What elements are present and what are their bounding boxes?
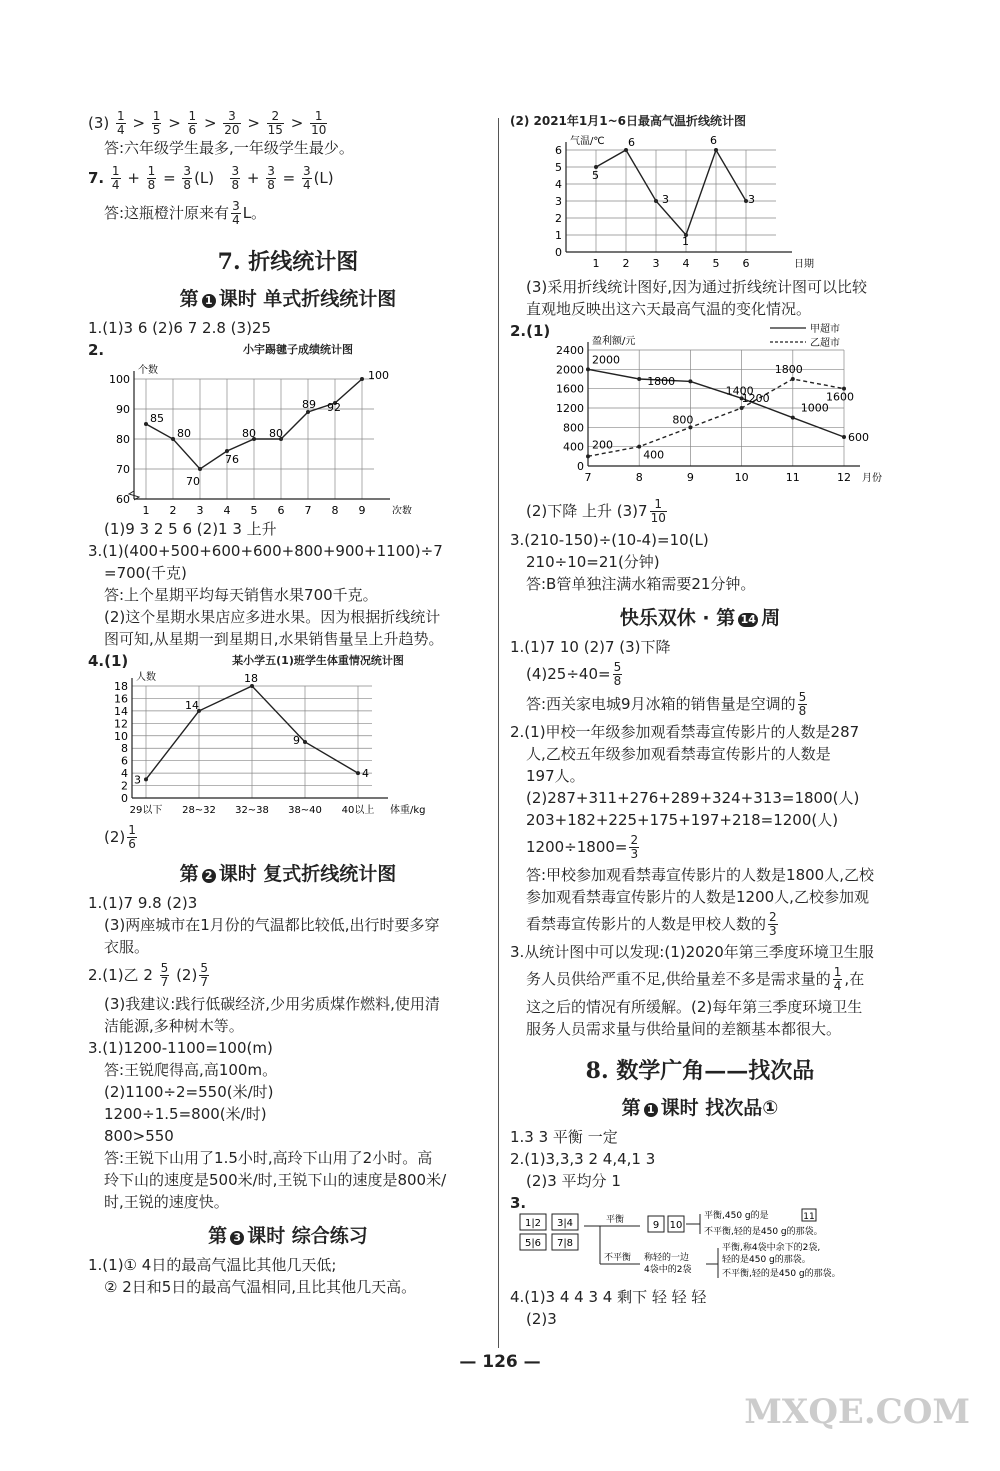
y-tick-label: 2 (555, 212, 562, 225)
lesson-number-badge: 1 (202, 294, 216, 308)
lesson-heading: 第 1 课时 找次品① (621, 1097, 779, 1119)
data-point (637, 445, 641, 449)
data-point (144, 777, 148, 781)
data-label: 2000 (592, 353, 620, 367)
chart-weight (88, 670, 468, 818)
series-line (596, 150, 746, 235)
y-axis-label: 人数 (136, 672, 156, 683)
x-tick-label: 5 (712, 257, 720, 270)
answer-line: 203+182+225+175+197+218=1200(人) (526, 811, 839, 829)
data-label: 1600 (826, 390, 854, 404)
answer-line: (2)下降 上升 (3)7 $\frac{1}{10}$ (526, 497, 666, 525)
answer-line: 1.3 3 平衡 一定 (510, 1128, 618, 1146)
answer-line: ② 2日和5日的最高气温相同,且比其他几天高。 (104, 1278, 417, 1296)
answer-line: 洁能源,多种树木等。 (104, 1017, 244, 1035)
answer-line: 参加观看禁毒宣传影片的人数是1200人,乙校参加观 (526, 888, 869, 906)
result-text: 称轻的一边 (644, 1253, 690, 1263)
column-divider (498, 118, 499, 1348)
answer-line: (2)这个星期水果店应多进水果。因为根据折线统计 (104, 608, 441, 626)
y-tick-label: 6 (555, 144, 562, 157)
data-point (171, 437, 175, 441)
answer-line: 答:王锐下山用了1.5小时,高玲下山用了2小时。高 (104, 1149, 433, 1167)
y-tick-label: 2000 (556, 363, 584, 377)
x-tick-label: 1 (142, 504, 150, 514)
data-point (356, 771, 360, 775)
y-tick-label: 8 (121, 742, 128, 756)
data-label: 92 (327, 401, 341, 414)
answer-line: (3)我建议:践行低碳经济,少用劣质煤作燃料,使用清 (104, 995, 440, 1013)
data-label: 100 (368, 369, 389, 382)
data-point (637, 377, 641, 381)
answer-line: 时,王锐的速度快。 (104, 1193, 229, 1211)
x-tick-label: 5 (250, 504, 258, 514)
fraction: $\frac{3}{8}$ (231, 164, 240, 192)
y-tick-label: 80 (116, 433, 130, 446)
answer-line: 3.(1)(400+500+600+600+800+900+1100)÷7 (88, 542, 443, 560)
fraction: $\frac{5}{8}$ (613, 660, 622, 688)
x-tick-label: 9 (358, 504, 366, 514)
answer-line: 2.(1)乙 2 $\frac{5}{7}$ (2) $\frac{5}{7}$ (88, 961, 208, 989)
branch-label: 不平衡 (604, 1253, 632, 1263)
answer-line: 1.(1)7 9.8 (2)3 (88, 894, 198, 912)
fraction: $\frac{1}{10}$ (650, 497, 666, 525)
fraction: $\frac{1}{5}$ (152, 109, 161, 137)
answer-line: 4.(1)3 4 4 3 4 剩下 轻 轻 轻 (510, 1288, 707, 1306)
chart-kicks (88, 359, 468, 514)
data-label: 18 (244, 672, 258, 685)
x-tick-label: 12 (837, 471, 851, 484)
x-tick-label: 7 (304, 504, 312, 514)
chart-title: 小宇踢毽子成绩统计图 (243, 343, 353, 356)
fraction: $\frac{1}{6}$ (188, 109, 197, 137)
y-axis-label: 气温/℃ (570, 136, 605, 147)
week-number-badge: 14 (738, 613, 758, 627)
y-tick-label: 1200 (556, 402, 584, 415)
watermark: MXQE.COM (744, 1392, 970, 1432)
lesson-number-badge: 1 (644, 1103, 658, 1117)
y-tick-label: 70 (116, 463, 130, 476)
data-label: 600 (848, 431, 869, 444)
lesson-number-badge: 3 (230, 1231, 244, 1245)
fraction: $\frac{3}{8}$ (183, 164, 192, 192)
data-label: 14 (185, 698, 199, 712)
y-tick-label: 0 (555, 246, 562, 259)
x-tick-label: 2 (169, 504, 177, 514)
x-tick-label: 1 (592, 257, 600, 270)
data-label: 89 (302, 398, 316, 411)
chart-profit (510, 320, 890, 490)
bag-label: 9 (652, 1220, 660, 1231)
fraction: $\frac{3}{8}$ (267, 164, 275, 192)
fraction-expression: $\frac{1}{4}$ + $\frac{1}{8}$ = $\frac{3}{8}$ (L) $\frac{3}{8}$ + $\frac{3}{8}$ = $\frac{3}{4}$ (L) (111, 164, 334, 192)
bag-group-label: 3|4 (556, 1218, 574, 1229)
x-tick-label: 6 (742, 257, 750, 270)
legend-label: 乙超市 (810, 338, 840, 349)
lesson-heading: 第 1 课时 单式折线统计图 (179, 288, 397, 310)
fraction: $\frac{1}{4}$ (111, 164, 120, 192)
answer-line: (2)287+311+276+289+324+313=1800(人) (526, 789, 860, 807)
chart-title: 某小学五(1)班学生体重情况统计图 (232, 654, 404, 667)
fraction: $\frac{3}{20}$ (224, 109, 240, 137)
week-heading: 快乐双休 · 第 14 周 (619, 607, 781, 629)
data-label: 3 (662, 193, 669, 206)
answer-line: 答:这瓶橙汁原来有 $\frac{3}{4}$ L。 (104, 199, 267, 227)
answer-line: 210÷10=21(分钟) (526, 553, 660, 571)
answer-line: (2)3 (526, 1310, 557, 1328)
y-axis-label: 个数 (138, 365, 158, 376)
answer-line: 答:B管单独注满水箱需要21分钟。 (526, 575, 756, 593)
answer-line: 7. $\frac{1}{4}$ + $\frac{1}{8}$ = $\frac{3}{8}$ (L) $\frac{3}{8}$ + $\frac{3}{8}$ = $\frac{3}{4}$ (L) (88, 164, 334, 192)
answer-line: (2) $\frac{1}{6}$ (104, 823, 136, 851)
answer-line: 图可知,从星期一到星期日,水果销售量呈上升趋势。 (104, 630, 444, 648)
result-text: 不平衡,轻的是450 g的那袋。 (722, 1269, 841, 1279)
weighing-diagram (510, 1208, 890, 1282)
data-label: 85 (150, 412, 164, 425)
answer-line: (1)9 3 2 5 6 (2)1 3 上升 (104, 520, 277, 538)
x-tick-label: 38~40 (288, 805, 322, 816)
y-tick-label: 2400 (556, 344, 584, 357)
data-point (303, 740, 307, 744)
data-point (586, 454, 590, 458)
answer-line: 197人。 (526, 767, 585, 785)
answer-line: 1200÷1.5=800(米/时) (104, 1105, 267, 1123)
y-tick-label: 90 (116, 403, 130, 416)
x-tick-label: 10 (734, 471, 749, 484)
y-tick-label: 100 (109, 373, 130, 386)
answer-line: (2)3 平均分 1 (526, 1172, 621, 1190)
fraction: $\frac{1}{4}$ (833, 965, 842, 993)
answer-line: 2.(1) (510, 322, 551, 340)
x-tick-label: 7 (584, 471, 592, 484)
bag-group-label: 5|6 (524, 1238, 542, 1249)
data-label: 80 (269, 427, 283, 440)
y-tick-label: 1600 (556, 382, 584, 396)
answer-line: 3.(1)1200-1100=100(m) (88, 1039, 273, 1057)
y-tick-label: 6 (121, 754, 128, 768)
fraction: $\frac{1}{4}$ (117, 109, 125, 137)
answer-line: 2.(1)甲校一年级参加观看禁毒宣传影片的人数是287 (510, 723, 860, 741)
page-number: — 126 — (459, 1352, 541, 1372)
y-tick-label: 12 (114, 717, 128, 731)
y-tick-label: 18 (114, 680, 128, 693)
y-tick-label: 10 (114, 729, 128, 743)
data-label: 4 (362, 767, 369, 781)
data-label: 1800 (774, 363, 803, 376)
lesson-heading: 第 3 课时 综合练习 (208, 1225, 368, 1247)
answer-line: (2)1100÷2=550(米/时) (104, 1083, 274, 1101)
answer-line: 直观地反映出这六天最高气温的变化情况。 (526, 300, 812, 318)
branch-label: 平衡 (606, 1215, 625, 1225)
result-text: 平衡,称4袋中余下的2袋, (722, 1243, 821, 1253)
result-text: 4袋中的2袋 (644, 1265, 692, 1275)
answer-line: 2.(1)3,3,3 2 4,4,1 3 (510, 1150, 656, 1168)
y-tick-label: 16 (114, 692, 128, 706)
lesson-number-badge: 2 (202, 869, 216, 883)
answer-line: 玲下山的速度是500米/时,王锐下山的速度是800米/ (104, 1171, 447, 1189)
x-axis-label: 日期 (794, 259, 814, 270)
data-point (198, 467, 202, 471)
y-tick-label: 4 (121, 767, 128, 781)
data-label: 6 (628, 136, 635, 149)
y-tick-label: 0 (121, 792, 128, 805)
answer-line: 3. (510, 1194, 527, 1212)
data-label: 3 (134, 773, 141, 787)
x-axis-label: 月份 (862, 473, 882, 484)
y-tick-label: 2 (121, 779, 128, 793)
result-text: 不平衡,轻的是450 g的那袋。 (704, 1227, 823, 1237)
data-label: 200 (592, 438, 613, 452)
y-axis-label: 盈利额/元 (592, 336, 636, 347)
y-tick-label: 3 (555, 195, 562, 208)
answer-line: (3) $\frac{1}{4}$ > $\frac{1}{5}$ > $\frac{1}{6}$ > $\frac{3}{20}$ > $\frac{2}{15}$ > $\frac{1}{10}$ (88, 110, 488, 137)
data-label: 76 (225, 453, 239, 466)
chapter-heading: 8. 数学广角——找次品 (585, 1058, 815, 1084)
answer-line: 2. (88, 341, 105, 359)
data-label: 6 (710, 134, 717, 147)
answer-line: 看禁毒宣传影片的人数是甲校人数的 $\frac{2}{3}$ (526, 910, 777, 938)
x-tick-label: 3 (196, 504, 204, 514)
result-text: 轻的是450 g的那袋。 (722, 1255, 811, 1265)
y-tick-label: 60 (116, 493, 130, 506)
result-text: 平衡,450 g的是 (704, 1211, 769, 1221)
bag-group-label: 7|8 (556, 1238, 574, 1249)
data-label: 1 (682, 235, 689, 248)
x-axis-label: 体重/kg (390, 805, 426, 816)
legend-label: 甲超市 (810, 324, 840, 335)
x-tick-label: 8 (331, 504, 339, 514)
fraction: $\frac{5}{7}$ (200, 961, 208, 989)
data-label: 3 (748, 193, 755, 206)
answer-line: 800>550 (104, 1127, 174, 1145)
bag-label: 11 (803, 1212, 815, 1222)
x-tick-label: 4 (223, 504, 231, 514)
data-label: 1000 (800, 401, 829, 415)
x-tick-label: 11 (785, 471, 800, 484)
data-label: 80 (177, 427, 191, 440)
fraction: $\frac{3}{4}$ (302, 164, 311, 192)
data-point (360, 377, 364, 381)
x-tick-label: 6 (277, 504, 285, 514)
x-tick-label: 2 (622, 257, 630, 270)
data-point (144, 422, 148, 426)
fraction: $\frac{5}{7}$ (160, 961, 169, 989)
data-point (791, 377, 795, 381)
answer-line: (4)25÷40= $\frac{5}{8}$ (526, 660, 622, 688)
fraction: $\frac{1}{6}$ (128, 823, 136, 851)
answer-line: 人,乙校五年级参加观看禁毒宣传影片的人数是 (526, 745, 831, 763)
fraction: $\frac{1}{8}$ (147, 164, 156, 192)
x-tick-label: 4 (682, 257, 690, 270)
left-column (88, 110, 488, 1298)
data-label: 80 (242, 427, 256, 440)
answer-line: 服务人员需求量与供给量间的差额基本都很大。 (526, 1020, 842, 1038)
data-label: 400 (643, 448, 665, 462)
y-tick-label: 1 (555, 229, 562, 242)
x-axis-label: 次数 (392, 506, 412, 514)
data-label: 1400 (725, 384, 754, 398)
answer-line: 1200÷1800= $\frac{2}{3}$ (526, 833, 639, 861)
fraction: $\frac{2}{3}$ (769, 910, 777, 938)
data-point (586, 367, 590, 371)
x-tick-label: 9 (686, 471, 694, 484)
x-tick-label: 40以上 (341, 805, 375, 816)
x-tick-label: 29以下 (129, 805, 163, 816)
answer-line: 答:甲校参加观看禁毒宣传影片的人数是1800人,乙校 (526, 866, 874, 884)
y-tick-label: 400 (563, 440, 584, 454)
fraction: $\frac{5}{8}$ (798, 690, 807, 718)
answer-line: 3.(210-150)÷(10-4)=10(L) (510, 531, 709, 549)
lesson-heading: 第 2 课时 复式折线统计图 (179, 863, 397, 885)
chapter-heading: 7. 折线统计图 (217, 249, 359, 275)
x-tick-label: 28~32 (182, 805, 216, 816)
data-label: 70 (186, 475, 200, 488)
data-label: 1200 (741, 392, 770, 405)
answer-line: 务人员供给严重不足,供给量差不多是需求量的 $\frac{1}{4}$ ,在 (526, 965, 865, 993)
fraction: $\frac{3}{4}$ (232, 199, 240, 227)
answer-line: 答:上个星期平均每天销售水果700千克。 (104, 586, 378, 604)
bag-label: 10 (669, 1220, 683, 1231)
y-tick-label: 5 (555, 161, 562, 174)
chart-temperature (510, 132, 890, 272)
answer-line: 答:西关家电城9月冰箱的销售量是空调的 $\frac{5}{8}$ (526, 690, 807, 718)
answer-line: (3)采用折线统计图好,因为通过折线统计图可以比较 (526, 278, 868, 296)
data-point (714, 148, 718, 152)
answer-line: 答:王锐爬得高,高100m。 (104, 1061, 278, 1079)
fraction: $\frac{1}{10}$ (311, 109, 327, 137)
answer-line: (3)两座城市在1月份的气温都比较低,出行时要多穿 (104, 916, 440, 934)
x-tick-label: 32~38 (235, 805, 269, 816)
answer-line: 答:六年级学生最多,一年级学生最少。 (104, 139, 354, 157)
data-point (740, 406, 744, 410)
data-label: 9 (293, 734, 300, 747)
y-tick-label: 4 (555, 178, 562, 191)
right-column (510, 110, 890, 1330)
data-point (842, 435, 846, 439)
y-tick-label: 0 (577, 460, 584, 473)
y-tick-label: 800 (563, 421, 584, 435)
data-point (654, 199, 658, 203)
answer-line: 1.(1)3 6 (2)6 7 2.8 (3)25 (88, 319, 272, 337)
answer-line: 这之后的情况有所缓解。(2)每年第三季度环境卫生 (526, 998, 863, 1016)
data-point (791, 416, 795, 420)
answer-line: 衣服。 (104, 938, 150, 956)
answer-line: 3.从统计图中可以发现:(1)2020年第三季度环境卫生服 (510, 943, 874, 961)
fraction-chain: $\frac{1}{4}$ > $\frac{1}{5}$ > $\frac{1}{6}$ > $\frac{3}{20}$ > $\frac{2}{15}$ > $\frac{1}{10}$ (117, 109, 327, 137)
data-label: 5 (592, 169, 599, 182)
answer-line: 4.(1) (88, 652, 129, 670)
answer-line: =700(千克) (104, 564, 187, 582)
fraction: $\frac{2}{15}$ (267, 109, 283, 137)
fraction: $\frac{2}{3}$ (630, 833, 639, 861)
y-tick-label: 14 (114, 704, 128, 718)
x-tick-label: 8 (635, 471, 643, 484)
answer-line: (2) 2021年1月1~6日最高气温折线统计图 (510, 114, 746, 128)
data-point (688, 379, 692, 383)
answer-line: 1.(1)7 10 (2)7 (3)下降 (510, 638, 671, 656)
data-label: 800 (672, 413, 694, 427)
x-tick-label: 3 (652, 257, 660, 270)
bag-group-label: 1|2 (524, 1218, 542, 1229)
data-label: 1800 (647, 375, 676, 388)
answer-line: 1.(1)① 4日的最高气温比其他几天低; (88, 1256, 337, 1274)
